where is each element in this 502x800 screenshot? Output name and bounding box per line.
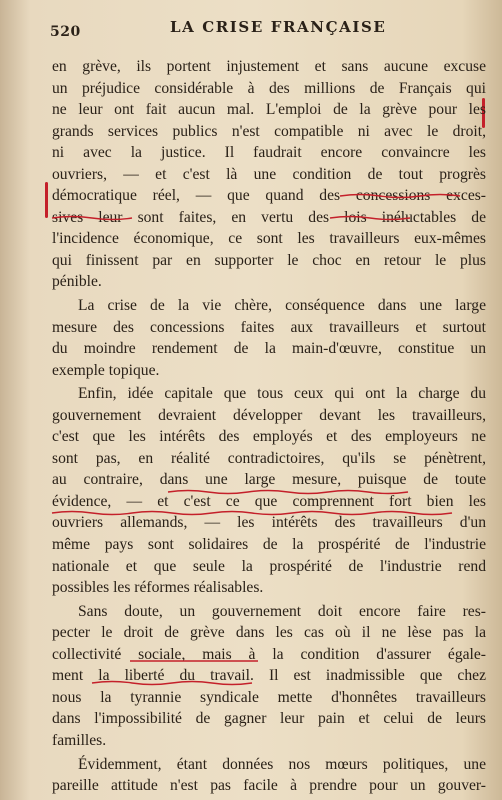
text-line: au contraire, dans une large mesure, puisque de toute [52,471,486,489]
text-line: ni avec la justice. Il faudrait encore convaincre les [52,144,486,162]
text-line: sives leur sont faites, en vertu des lois inéluctables de [52,208,486,226]
paragraph [52,383,486,598]
paragraph [52,56,486,293]
text-line: démocratique réel, — que quand des concessions exces- [52,187,486,205]
paragraph [52,754,486,797]
text-line: évidence, — et c'est ce que comprennent fort bien les [52,492,486,510]
text-line: La crise de la vie chère, conséquence dans une large [78,297,486,315]
text-line: pecter le droit de grève dans les cas où il ne lèse pas la [52,624,486,642]
text-line: en grève, ils portent injustement et sans aucune excuse [52,58,486,75]
text-line: collectivité sociale, mais à la condition d'assurer égale- [52,645,486,663]
text-line: Évidemment, étant données nos mœurs politiques, une [78,755,486,773]
running-head: LA CRISE FRANÇAISE [170,18,387,36]
text-line: un préjudice considérable à des millions de Français qui [52,79,486,97]
text-line: dans l'impossibilité de gagner leur pain et celui de leurs [52,710,486,728]
text-line: gouvernement devraient développer devant les travailleurs, [52,406,486,424]
text-line: pareille attitude n'est pas facile à prendre pour un gouver- [52,777,486,795]
text-line: ment la liberté du travail. Il est inadmissible que chez [52,667,486,685]
text-line: l'incidence économique, ce sont les travailleurs eux-mêmes [52,230,486,248]
body-text [52,56,486,797]
paragraph [52,295,486,381]
text-line: familles. [52,731,107,749]
text-line: nous la tyrannie syndicale mette d'honnêtes travailleurs [52,688,486,706]
text-line: du moindre rendement de la main-d'œuvre, constitue un [52,340,486,358]
text-line: exemple topique. [52,361,160,379]
text-line: sont pas, en réalité contradictoires, qu'ils se pénètrent, [52,449,486,467]
text-line: Sans doute, un gouvernement doit encore faire res- [78,602,486,620]
text-line: mesure des concessions faites aux travailleurs et surtout [52,318,486,336]
page-header [0,18,502,42]
text-line: Enfin, idée capitale que tous ceux qui ont la charge du [78,385,486,403]
text-line: possibles les réformes réalisables. [52,579,264,597]
text-line: nationale et que seule la prospérité de l'industrie rend [52,557,486,575]
text-line: ne leur ont fait aucun mal. L'emploi de la grève pour les [52,101,486,119]
text-line: c'est que les intérêts des employés et des employeurs ne [52,428,486,446]
text-line: ouvriers, — et c'est là une condition de tout progrès [52,165,486,183]
page-number: 520 [50,24,81,40]
text-line: pénible. [52,273,102,291]
text-line: même pays sont solidaires de la prospérité de l'industrie [52,536,486,554]
text-line: qui finissent par en supporter le choc en retour le plus [52,251,486,269]
paragraph [52,601,486,752]
margin-annotation-mark [45,182,48,218]
text-line: grands services publics n'est compatible ni avec le droit, [52,122,486,140]
text-line: ouvriers allemands, — les intérêts des travailleurs d'un [52,514,486,532]
